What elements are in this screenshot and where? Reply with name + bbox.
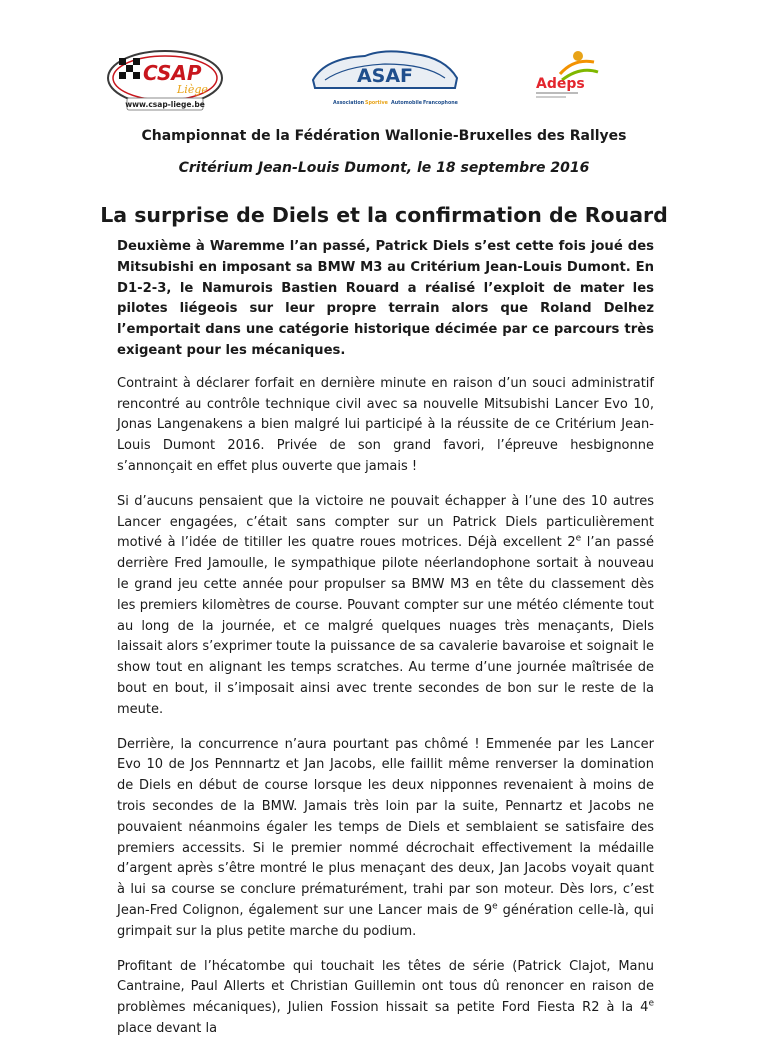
article-headline: La surprise de Diels et la confirmation de Rouard (100, 203, 668, 227)
championship-title: Championnat de la Fédération Wallonie-Bruxelles des Rallyes (141, 128, 627, 144)
article-intro: Deuxième à Waremme l’an passé, Patrick Diels s’est cette fois joué des Mitsubishi en imposant sa BMW M3 au Critérium Jean-Louis Dumont. En D1-2-3, le Namurois Bastien Rouard a réalisé l’exploit de mater les pilotes liégeois sur leur propre terrain alors que Roland Delhez l’emportait dans une catégorie historique décimée par ce parcours très exigeant pour les mécaniques. (117, 239, 654, 358)
svg-text:Adeps: Adeps (536, 76, 585, 92)
article-paragraph-1: Contraint à déclarer forfait en dernière minute en raison d’un souci administratif rencontré au contrôle technique civil avec sa nouvelle Mitsubishi Lancer Evo 10, Jonas Langenakens a bien malgré lui participé à la réussite de ce Critérium Jean-Louis Dumont 2016. Privée de son grand favori, l’épreuve hesbignonne s’annonçait en effet plus ouverte que jamais ! (117, 375, 654, 474)
svg-text:Association: Association (333, 101, 365, 106)
svg-text:CSAP: CSAP (143, 61, 202, 85)
event-subtitle: Critérium Jean-Louis Dumont, le 18 septembre 2016 (178, 160, 590, 176)
svg-text:www.csap-liege.be: www.csap-liege.be (125, 100, 205, 109)
svg-text:Liège: Liège (177, 83, 208, 96)
article-body (117, 237, 654, 1054)
csap-liege-logo (105, 48, 225, 112)
svg-text:Sportive: Sportive (365, 101, 388, 106)
adeps-logo (532, 44, 610, 100)
svg-text:Automobile: Automobile (391, 101, 422, 106)
article-paragraph-4: Profitant de l’hécatombe qui touchait les têtes de série (Patrick Clajot, Manu Cantraine, Paul Allerts et Christian Guillemin ont tous dû renoncer en raison de problèmes mécaniques), Julien Fossion hissait sa petite Ford Fiesta R2 à la 4e place devant la (117, 958, 654, 1036)
svg-text:Francophone: Francophone (423, 101, 458, 106)
svg-text:ASAF: ASAF (356, 65, 414, 87)
article-paragraph-2: Si d’aucuns pensaient que la victoire ne pouvait échapper à l’une des 10 autres Lancer engagées, c’était sans compter sur un Patrick Diels particulièrement motivé à l’idée de titiller les quatre roues motrices. Déjà excellent 2e l’an passé derrière Fred Jamoulle, le sympathique pilote néerlandophone sortait à nouveau le grand jeu cette année pour propulser sa BMW M3 en tête du classement dès les premiers kilomètres de course. Pouvant compter sur une météo clémente tout au long de la journée, et ce malgré quelques nuages très menaçants, Diels laissait alors s’exprimer toute la puissance de sa cavalerie bavaroise et soignait le show tout en alignant les temps scratches. Au terme d’une journée maîtrisée de bout en bout, il s’imposait ainsi avec trente secondes de bon sur le reste de la meute. (117, 493, 655, 717)
article-paragraph-3: Derrière, la concurrence n’aura pourtant pas chômé ! Emmenée par les Lancer Evo 10 de Jos Pennnartz et Jan Jacobs, elle faillit même renverser la domination de Diels en début de course lorsque les deux nipponnes revenaient à moins de trois secondes de la BMW. Jamais très loin par la suite, Pennartz et Jacobs ne pouvaient néanmoins égaler les temps de Diels et semblaient se satisfaire des premiers accessits. Si le premier nommé décrochait effectivement la médaille d’argent après s’être montré le plus menaçant des deux, Jan Jacobs voyait quant à lui sa course se conclure prématurément, trahi par son moteur. Dès lors, c’est Jean-Fred Colignon, également sur une Lancer mais de 9e génération celle-là, qui grimpait sur la plus petite marche du podium. (117, 736, 654, 939)
asaf-logo (305, 40, 465, 112)
logo-bar (0, 40, 768, 120)
